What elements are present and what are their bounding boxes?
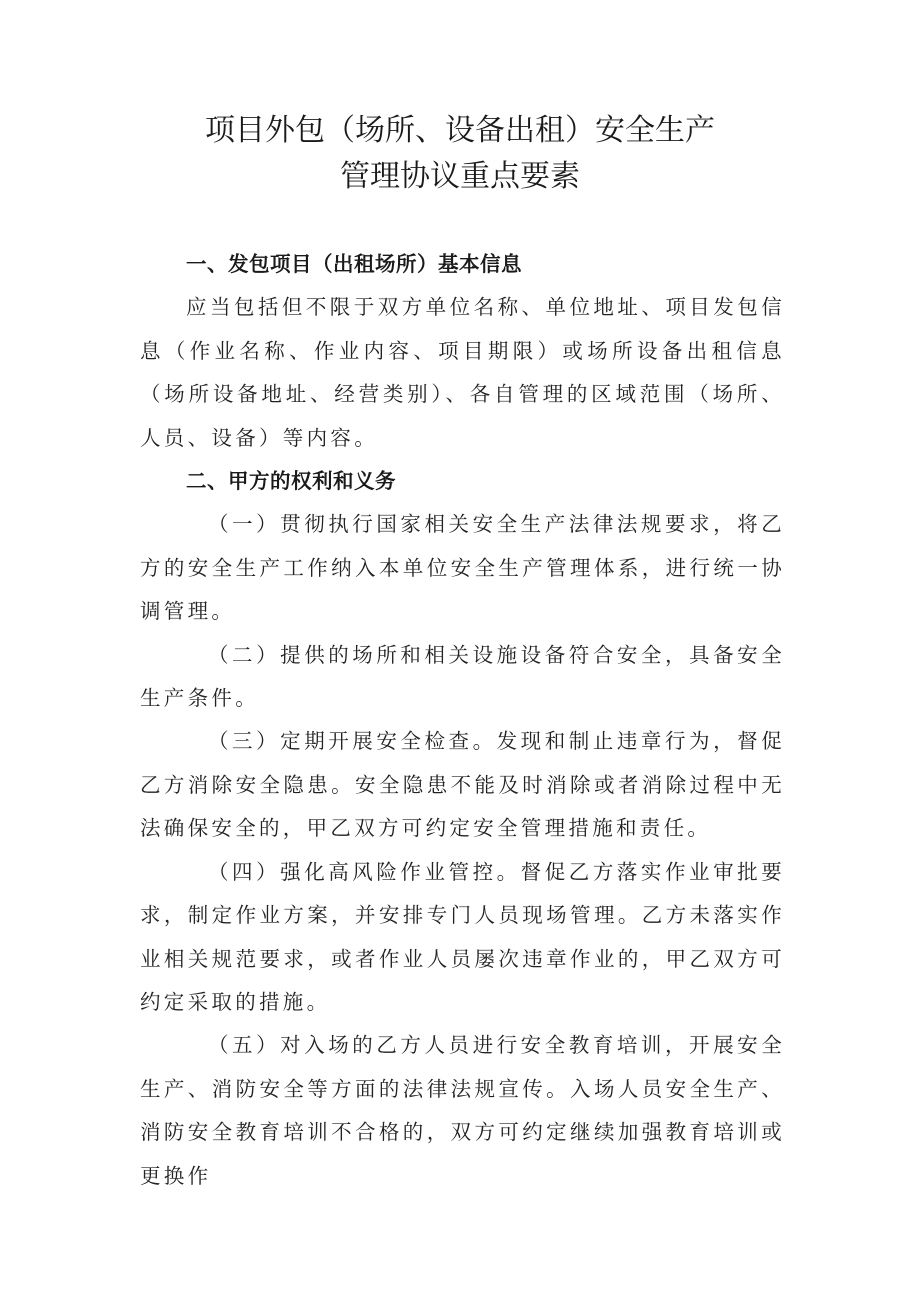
paragraph-item-2: （二）提供的场所和相关设施设备符合安全，具备安全生产条件。	[140, 642, 785, 711]
document-title	[0, 108, 920, 200]
title-line-1: 项目外包（场所、设备出租）安全生产	[205, 113, 715, 148]
title-line-2: 管理协议重点要素	[340, 159, 580, 194]
document-body	[140, 243, 785, 1198]
paragraph-item-5: （五）对入场的乙方人员进行安全教育培训，开展安全生产、消防安全等方面的法律法规宣传。入场人员安全生产、消防安全教育培训不合格的，双方可约定继续加强教育培训或更换作	[140, 1033, 785, 1188]
paragraph-item-3: （三）定期开展安全检查。发现和制止违章行为，督促乙方消除安全隐患。安全隐患不能及时消除或者消除过程中无法确保安全的，甲乙双方可约定安全管理措施和责任。	[140, 729, 785, 841]
paragraph-basic-info: 应当包括但不限于双方单位名称、单位地址、项目发包信息（作业名称、作业内容、项目期限）或场所设备出租信息（场所设备地址、经营类别）、各自管理的区域范围（场所、人员、设备）等内容。	[140, 295, 785, 450]
paragraph-item-4: （四）强化高风险作业管控。督促乙方落实作业审批要求，制定作业方案，并安排专门人员现场管理。乙方未落实作业相关规范要求，或者作业人员屡次违章作业的，甲乙双方可约定采取的措施。	[140, 859, 785, 1014]
paragraph-item-1: （一）贯彻执行国家相关安全生产法律法规要求，将乙方的安全生产工作纳入本单位安全生产管理体系，进行统一协调管理。	[140, 512, 785, 624]
section-heading-basic-info: 一、发包项目（出租场所）基本信息	[186, 252, 522, 276]
section-heading-party-a-rights: 二、甲方的权利和义务	[186, 469, 396, 494]
